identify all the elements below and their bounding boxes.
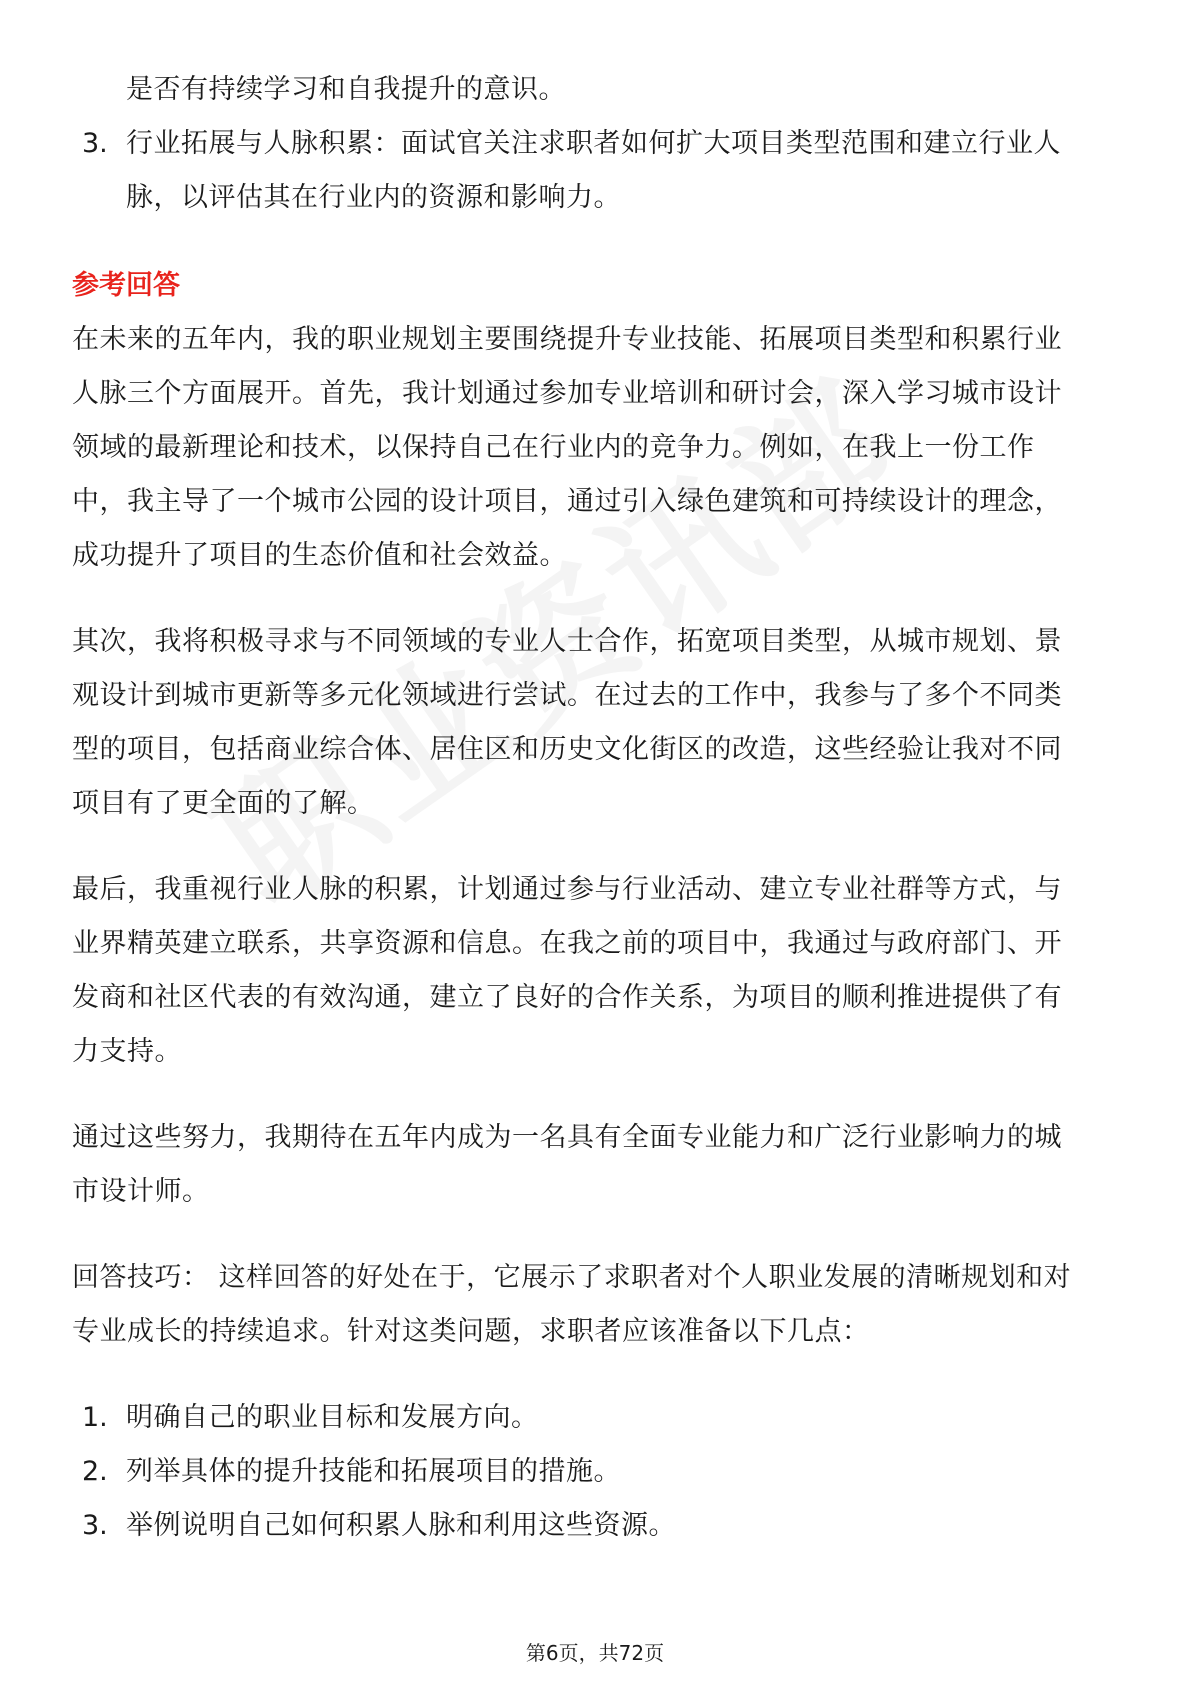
list-item-text: 列举具体的提升技能和拓展项目的措施。 [126,1456,621,1487]
tips-line: 回答技巧： 这样回答的好处在于，它展示了求职者对个人职业发展的清晰规划和对 [72,1262,1072,1293]
paragraph-line: 中，我主导了一个城市公园的设计项目，通过引入绿色建筑和可持续设计的理念， [72,486,1062,517]
paragraph-line: 其次，我将积极寻求与不同领域的专业人士合作，拓宽项目类型，从城市规划、景 [72,626,1062,657]
paragraph-line: 观设计到城市更新等多元化领域进行尝试。在过去的工作中，我参与了多个不同类 [72,680,1062,711]
list-item-number: 3. [82,128,108,159]
list-item-text: 举例说明自己如何积累人脉和利用这些资源。 [126,1510,676,1541]
list-item-number: 2. [82,1456,108,1487]
tips-line: 专业成长的持续追求。针对这类问题，求职者应该准备以下几点： [72,1316,870,1347]
paragraph-line: 力支持。 [72,1036,182,1067]
list-item-text: 行业拓展与人脉积累：面试官关注求职者如何扩大项目类型范围和建立行业人 [126,128,1061,159]
list-item-text: 明确自己的职业目标和发展方向。 [126,1402,539,1433]
paragraph-line: 成功提升了项目的生态价值和社会效益。 [72,540,567,571]
paragraph-line: 领域的最新理论和技术，以保持自己在行业内的竞争力。例如，在我上一份工作 [72,432,1035,463]
list-item-number: 1. [82,1402,108,1433]
list-continuation-text: 是否有持续学习和自我提升的意识。 [126,74,566,105]
paragraph-line: 人脉三个方面展开。首先，我计划通过参加专业培训和研讨会，深入学习城市设计 [72,378,1062,409]
paragraph-line: 市设计师。 [72,1176,210,1207]
paragraph-line: 业界精英建立联系，共享资源和信息。在我之前的项目中，我通过与政府部门、开 [72,928,1062,959]
page-footer: 第6页，共72页 [525,1641,665,1665]
paragraph-line: 最后，我重视行业人脉的积累，计划通过参与行业活动、建立专业社群等方式，与 [72,874,1062,905]
paragraph-line: 项目有了更全面的了解。 [72,788,375,819]
paragraph-line: 通过这些努力，我期待在五年内成为一名具有全面专业能力和广泛行业影响力的城 [72,1122,1062,1153]
list-item-text: 脉，以评估其在行业内的资源和影响力。 [126,182,621,213]
paragraph-line: 型的项目，包括商业综合体、居住区和历史文化街区的改造，这些经验让我对不同 [72,734,1062,765]
list-item-number: 3. [82,1510,108,1541]
paragraph-line: 在未来的五年内，我的职业规划主要围绕提升专业技能、拓展项目类型和积累行业 [72,324,1062,355]
paragraph-line: 发商和社区代表的有效沟通，建立了良好的合作关系，为项目的顺利推进提供了有 [72,982,1062,1013]
section-heading: 参考回答 [72,270,180,301]
